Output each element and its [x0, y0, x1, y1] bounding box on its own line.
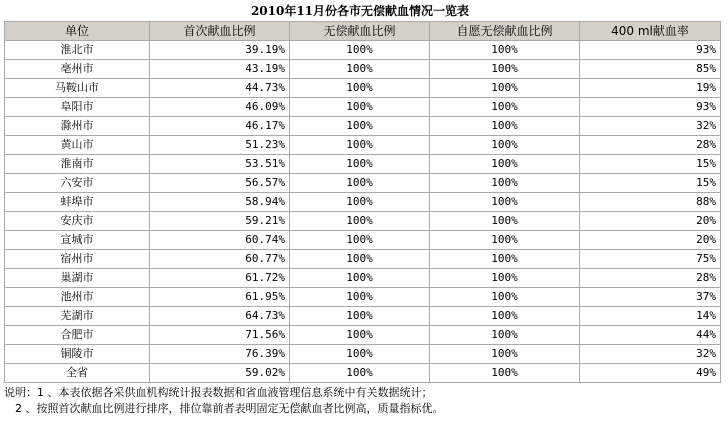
table-row [5, 326, 721, 345]
cell-unpaid-donation-ratio: 100% [290, 269, 430, 288]
cell-first-donation-ratio: 76.39% [150, 345, 290, 364]
cell-unit: 宣城市 [5, 231, 150, 250]
note-line-2: 2 、按照首次献血比例进行排序，排位靠前者表明固定无偿献血者比例高，质量指标优。 [4, 402, 444, 415]
cell-400ml-rate: 85% [580, 60, 721, 79]
cell-voluntary-unpaid-ratio: 100% [430, 193, 580, 212]
cell-unpaid-donation-ratio: 100% [290, 326, 430, 345]
table-row [5, 98, 721, 117]
cell-400ml-rate: 19% [580, 79, 721, 98]
cell-unit: 六安市 [5, 174, 150, 193]
header-400ml-rate: 400 ml献血率 [580, 22, 721, 41]
cell-unit: 蚌埠市 [5, 193, 150, 212]
table-row [5, 174, 721, 193]
cell-unit: 全省 [5, 364, 150, 383]
cell-400ml-rate: 32% [580, 345, 721, 364]
cell-400ml-rate: 37% [580, 288, 721, 307]
cell-400ml-rate: 28% [580, 136, 721, 155]
cell-400ml-rate: 28% [580, 269, 721, 288]
cell-first-donation-ratio: 59.02% [150, 364, 290, 383]
table-row [5, 231, 721, 250]
cell-unit: 巢湖市 [5, 269, 150, 288]
cell-voluntary-unpaid-ratio: 100% [430, 345, 580, 364]
cell-first-donation-ratio: 64.73% [150, 307, 290, 326]
cell-unit: 铜陵市 [5, 345, 150, 364]
cell-400ml-rate: 15% [580, 174, 721, 193]
cell-first-donation-ratio: 58.94% [150, 193, 290, 212]
table-row [5, 41, 721, 60]
cell-unit: 黄山市 [5, 136, 150, 155]
cell-voluntary-unpaid-ratio: 100% [430, 250, 580, 269]
notes [4, 385, 720, 417]
table-row [5, 117, 721, 136]
cell-unit: 亳州市 [5, 60, 150, 79]
cell-unit: 安庆市 [5, 212, 150, 231]
cell-first-donation-ratio: 46.17% [150, 117, 290, 136]
cell-unit: 马鞍山市 [5, 79, 150, 98]
cell-unpaid-donation-ratio: 100% [290, 117, 430, 136]
cell-unpaid-donation-ratio: 100% [290, 136, 430, 155]
blood-donation-table [4, 21, 721, 383]
cell-400ml-rate: 88% [580, 193, 721, 212]
cell-first-donation-ratio: 43.19% [150, 60, 290, 79]
cell-voluntary-unpaid-ratio: 100% [430, 307, 580, 326]
cell-first-donation-ratio: 60.77% [150, 250, 290, 269]
cell-unpaid-donation-ratio: 100% [290, 193, 430, 212]
cell-first-donation-ratio: 51.23% [150, 136, 290, 155]
cell-first-donation-ratio: 61.95% [150, 288, 290, 307]
cell-first-donation-ratio: 61.72% [150, 269, 290, 288]
cell-400ml-rate: 20% [580, 212, 721, 231]
cell-unit: 滁州市 [5, 117, 150, 136]
table-row [5, 212, 721, 231]
table-body [5, 41, 721, 383]
table-row [5, 60, 721, 79]
header-unit: 单位 [5, 22, 150, 41]
cell-400ml-rate: 20% [580, 231, 721, 250]
cell-first-donation-ratio: 56.57% [150, 174, 290, 193]
cell-voluntary-unpaid-ratio: 100% [430, 60, 580, 79]
cell-unpaid-donation-ratio: 100% [290, 155, 430, 174]
cell-400ml-rate: 49% [580, 364, 721, 383]
cell-400ml-rate: 75% [580, 250, 721, 269]
cell-first-donation-ratio: 39.19% [150, 41, 290, 60]
cell-voluntary-unpaid-ratio: 100% [430, 174, 580, 193]
cell-voluntary-unpaid-ratio: 100% [430, 117, 580, 136]
cell-unpaid-donation-ratio: 100% [290, 212, 430, 231]
cell-first-donation-ratio: 59.21% [150, 212, 290, 231]
table-row [5, 136, 721, 155]
cell-voluntary-unpaid-ratio: 100% [430, 269, 580, 288]
cell-voluntary-unpaid-ratio: 100% [430, 326, 580, 345]
cell-unpaid-donation-ratio: 100% [290, 288, 430, 307]
cell-voluntary-unpaid-ratio: 100% [430, 364, 580, 383]
table-row [5, 269, 721, 288]
cell-unpaid-donation-ratio: 100% [290, 60, 430, 79]
cell-400ml-rate: 44% [580, 326, 721, 345]
header-unpaid-donation-ratio: 无偿献血比例 [290, 22, 430, 41]
cell-unit: 合肥市 [5, 326, 150, 345]
page-title: 2010年11月份各市无偿献血情况一览表 [250, 4, 470, 18]
table-row [5, 79, 721, 98]
cell-400ml-rate: 32% [580, 117, 721, 136]
cell-unit: 淮北市 [5, 41, 150, 60]
table-row [5, 193, 721, 212]
cell-unpaid-donation-ratio: 100% [290, 307, 430, 326]
cell-unit: 芜湖市 [5, 307, 150, 326]
header-voluntary-unpaid-ratio: 自愿无偿献血比例 [430, 22, 580, 41]
cell-400ml-rate: 14% [580, 307, 721, 326]
cell-voluntary-unpaid-ratio: 100% [430, 136, 580, 155]
cell-voluntary-unpaid-ratio: 100% [430, 98, 580, 117]
cell-unpaid-donation-ratio: 100% [290, 231, 430, 250]
cell-unpaid-donation-ratio: 100% [290, 41, 430, 60]
table-row [5, 288, 721, 307]
cell-first-donation-ratio: 53.51% [150, 155, 290, 174]
cell-unit: 池州市 [5, 288, 150, 307]
table-header-row [5, 22, 721, 41]
note-line-1: 说明：1 、本表依据各采供血机构统计报表数据和省血液管理信息系统中有关数据统计； [4, 386, 433, 399]
cell-unit: 淮南市 [5, 155, 150, 174]
cell-unpaid-donation-ratio: 100% [290, 79, 430, 98]
cell-400ml-rate: 93% [580, 98, 721, 117]
table-row [5, 307, 721, 326]
table-row [5, 250, 721, 269]
cell-first-donation-ratio: 46.09% [150, 98, 290, 117]
cell-first-donation-ratio: 44.73% [150, 79, 290, 98]
cell-voluntary-unpaid-ratio: 100% [430, 155, 580, 174]
cell-unpaid-donation-ratio: 100% [290, 250, 430, 269]
cell-unpaid-donation-ratio: 100% [290, 345, 430, 364]
cell-first-donation-ratio: 71.56% [150, 326, 290, 345]
cell-400ml-rate: 93% [580, 41, 721, 60]
cell-first-donation-ratio: 60.74% [150, 231, 290, 250]
table-row [5, 155, 721, 174]
cell-unpaid-donation-ratio: 100% [290, 98, 430, 117]
cell-unit: 宿州市 [5, 250, 150, 269]
table-row [5, 345, 721, 364]
header-first-donation-ratio: 首次献血比例 [150, 22, 290, 41]
cell-400ml-rate: 15% [580, 155, 721, 174]
cell-voluntary-unpaid-ratio: 100% [430, 41, 580, 60]
cell-voluntary-unpaid-ratio: 100% [430, 79, 580, 98]
cell-unpaid-donation-ratio: 100% [290, 174, 430, 193]
cell-voluntary-unpaid-ratio: 100% [430, 288, 580, 307]
cell-voluntary-unpaid-ratio: 100% [430, 231, 580, 250]
cell-unit: 阜阳市 [5, 98, 150, 117]
cell-voluntary-unpaid-ratio: 100% [430, 212, 580, 231]
cell-unpaid-donation-ratio: 100% [290, 364, 430, 383]
table-row [5, 364, 721, 383]
